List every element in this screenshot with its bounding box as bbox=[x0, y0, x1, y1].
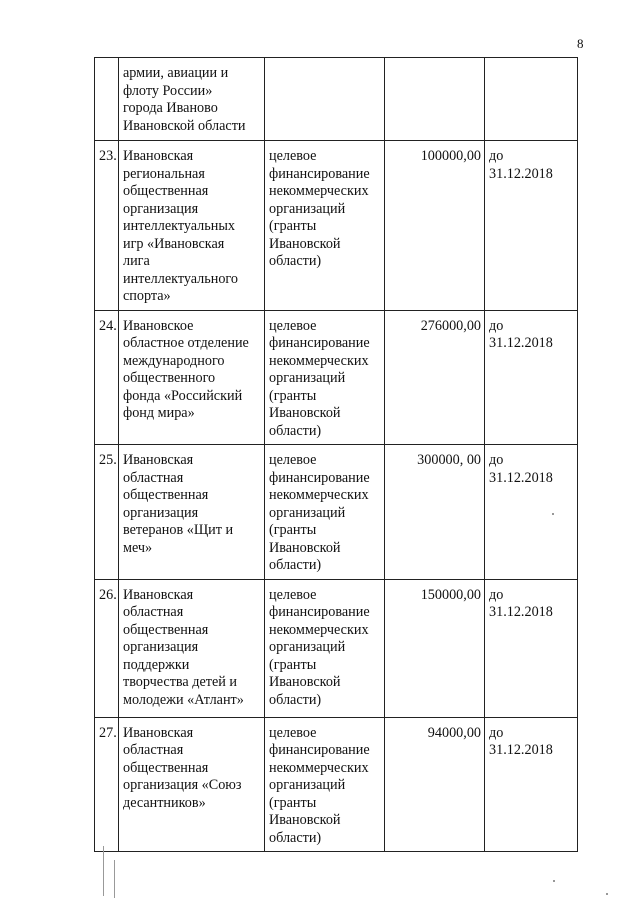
term: до 31.12.2018 bbox=[485, 141, 578, 311]
row-number: 23. bbox=[95, 141, 119, 311]
organization-name: Ивановская областная общественная организация «Союз десантников» bbox=[119, 717, 265, 852]
page-number: 8 bbox=[577, 36, 584, 51]
purpose: целевое финансирование некоммерческих организаций (гранты Ивановской области) bbox=[265, 141, 385, 311]
purpose: целевое финансирование некоммерческих организаций (гранты Ивановской области) bbox=[265, 579, 385, 717]
row-number: 24. bbox=[95, 310, 119, 445]
organization-name: Ивановское областное отделение международного общественного фонда «Российский фонд мира» bbox=[119, 310, 265, 445]
scan-artifact-dot bbox=[553, 880, 555, 882]
term bbox=[485, 58, 578, 141]
amount bbox=[385, 58, 485, 141]
organization-name: Ивановская областная общественная организация ветеранов «Щит и меч» bbox=[119, 445, 265, 580]
term: до 31.12.2018 bbox=[485, 579, 578, 717]
scan-artifact-line bbox=[103, 846, 104, 896]
table-row bbox=[95, 141, 578, 311]
term: до 31.12.2018 bbox=[485, 445, 578, 580]
row-number: 27. bbox=[95, 717, 119, 852]
amount: 276000,00 bbox=[385, 310, 485, 445]
purpose bbox=[265, 58, 385, 141]
table-row bbox=[95, 445, 578, 580]
amount: 100000,00 bbox=[385, 141, 485, 311]
table-row bbox=[95, 310, 578, 445]
term: до 31.12.2018 bbox=[485, 717, 578, 852]
purpose: целевое финансирование некоммерческих организаций (гранты Ивановской области) bbox=[265, 717, 385, 852]
amount: 94000,00 bbox=[385, 717, 485, 852]
scan-artifact-line bbox=[114, 860, 115, 898]
organization-name: Ивановская региональная общественная организация интеллектуальных игр «Ивановская лига интеллектуального спорта» bbox=[119, 141, 265, 311]
row-number bbox=[95, 58, 119, 141]
table-row bbox=[95, 717, 578, 852]
scan-artifact-dot bbox=[606, 893, 608, 895]
amount: 150000,00 bbox=[385, 579, 485, 717]
scan-artifact-dot bbox=[552, 513, 554, 515]
purpose: целевое финансирование некоммерческих организаций (гранты Ивановской области) bbox=[265, 445, 385, 580]
amount: 300000, 00 bbox=[385, 445, 485, 580]
table-row bbox=[95, 58, 578, 141]
grants-table bbox=[94, 57, 578, 852]
organization-name: армии, авиации и флоту России» города Иваново Ивановской области bbox=[119, 58, 265, 141]
purpose: целевое финансирование некоммерческих организаций (гранты Ивановской области) bbox=[265, 310, 385, 445]
organization-name: Ивановская областная общественная организация поддержки творчества детей и молодежи «Атлант» bbox=[119, 579, 265, 717]
term: до 31.12.2018 bbox=[485, 310, 578, 445]
row-number: 26. bbox=[95, 579, 119, 717]
table-row bbox=[95, 579, 578, 717]
row-number: 25. bbox=[95, 445, 119, 580]
